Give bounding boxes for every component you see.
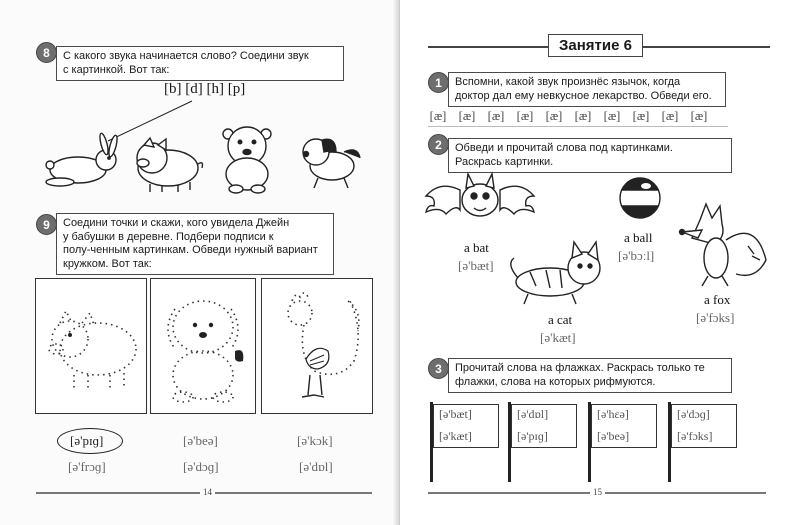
task-1-instruction xyxy=(448,72,726,107)
bear-icon xyxy=(223,127,271,193)
flag-3-top-word: [ə'hɛə] xyxy=(597,407,629,421)
task-2-line1: Обведи и прочитай слова под картинками. xyxy=(455,142,673,154)
task-3-line2: флажки, слова на которых рифмуются. xyxy=(455,375,656,388)
task-9-line2: у бабушки в деревне. Подбери подписи к xyxy=(63,230,274,243)
task-1-line2: доктор дал ему невкусное лекарство. Обведи его. xyxy=(455,89,712,102)
ae-symbol: [æ] xyxy=(487,109,505,123)
task-3-line1: Прочитай слова на флажках. Раскрась только те xyxy=(455,362,705,374)
dotted-pig-icon xyxy=(36,279,148,415)
flag-cloth xyxy=(591,404,657,448)
lesson-title: Занятие 6 xyxy=(548,34,643,57)
dotted-rooster-icon xyxy=(262,279,374,415)
ae-symbol: [æ] xyxy=(574,109,592,123)
pig-icon xyxy=(137,138,203,192)
task-1-badge xyxy=(428,72,449,93)
flag-1-bottom-word: [ə'kæt] xyxy=(439,429,472,443)
cat-icon xyxy=(511,242,600,304)
ae-symbol: [æ] xyxy=(690,109,708,123)
ae-symbol: [æ] xyxy=(429,109,447,123)
rooster-option-1: [ə'kɔk] xyxy=(297,433,333,448)
flag-4-top-word: [ə'dɔɡ] xyxy=(677,407,710,421)
dotted-pig-box xyxy=(35,278,147,414)
dotted-rooster-box xyxy=(261,278,373,414)
ball-transcription: [ə'bɔːl] xyxy=(618,248,655,263)
bat-icon xyxy=(426,174,534,216)
task-1-line1: Вспомни, какой звук произнёс язычок, когда xyxy=(455,76,681,88)
task-2-number: 2 xyxy=(435,137,442,152)
task-3-instruction xyxy=(448,358,732,393)
fox-icon xyxy=(680,204,767,286)
flag-2-top-word: [ə'dɒl] xyxy=(517,407,549,421)
bat-transcription: [ə'bæt] xyxy=(458,258,494,273)
ball-word: a ball xyxy=(624,230,653,245)
right-page xyxy=(400,0,800,525)
task-9-line4: кружком. Вот так: xyxy=(63,257,152,270)
task-2-instruction xyxy=(448,138,732,173)
flag-cloth xyxy=(511,404,577,448)
ae-symbol: [æ] xyxy=(603,109,621,123)
flag-4-bottom-word: [ə'fɔks] xyxy=(677,429,713,443)
task-3-badge xyxy=(428,358,449,379)
connector-line xyxy=(108,101,192,141)
task-2-line2: Раскрась картинки. xyxy=(455,155,554,168)
ae-symbol: [æ] xyxy=(458,109,476,123)
task-8-sounds: [b] [d] [h] [p] xyxy=(164,81,246,97)
task-8-illustrations xyxy=(0,0,400,200)
pig-option-1: [ə'pɪɡ] xyxy=(70,433,104,448)
dog-option-1: [ə'beə] xyxy=(183,433,218,448)
task-3-number: 3 xyxy=(435,361,442,376)
ae-symbol: [æ] xyxy=(632,109,650,123)
right-page-number: 15 xyxy=(590,487,605,497)
task-9-badge xyxy=(36,214,57,235)
pig-option-2: [ə'frɔɡ] xyxy=(68,459,106,474)
fox-transcription: [ə'fɔks] xyxy=(696,310,735,325)
task-1-rule xyxy=(428,126,728,127)
cat-transcription: [ə'kæt] xyxy=(540,330,576,345)
flag-2-bottom-word: [ə'pɪɡ] xyxy=(517,429,548,443)
rooster-option-2: [ə'dɒl] xyxy=(299,459,333,474)
ae-symbol: [æ] xyxy=(545,109,563,123)
ball-icon xyxy=(620,178,660,218)
task-9-line1: Соедини точки и скажи, кого увидела Джейн xyxy=(63,217,290,229)
dotted-dog-icon xyxy=(151,279,257,415)
task-9-line3: полу-ченным картинкам. Обведи нужный вариант xyxy=(63,244,318,256)
flag-cloth xyxy=(433,404,499,448)
dog-icon xyxy=(303,139,360,188)
fox-word: a fox xyxy=(704,292,731,307)
cat-word: a cat xyxy=(548,312,573,327)
flag-cloth xyxy=(671,404,737,448)
task-9-instruction xyxy=(56,213,334,275)
left-page-number: 14 xyxy=(200,487,215,497)
task-9-number: 9 xyxy=(43,217,50,232)
bat-word: a bat xyxy=(464,240,489,255)
flag-3-bottom-word: [ə'beə] xyxy=(597,429,630,443)
task-8-number: 8 xyxy=(43,45,50,60)
ae-symbol: [æ] xyxy=(661,109,679,123)
dotted-dog-box xyxy=(150,278,256,414)
task-1-symbols xyxy=(426,109,711,124)
flag-1-top-word: [ə'bæt] xyxy=(439,407,472,421)
ae-symbol: [æ] xyxy=(516,109,534,123)
task-8-line1: С какого звука начинается слово? Соедини звук xyxy=(63,50,309,62)
task-2-badge xyxy=(428,134,449,155)
task-2-illustrations xyxy=(400,170,800,320)
task-1-number: 1 xyxy=(435,75,442,90)
task-8-line2: с картинкой. Вот так: xyxy=(63,63,170,76)
dog-option-2: [ə'dɔɡ] xyxy=(183,459,219,474)
